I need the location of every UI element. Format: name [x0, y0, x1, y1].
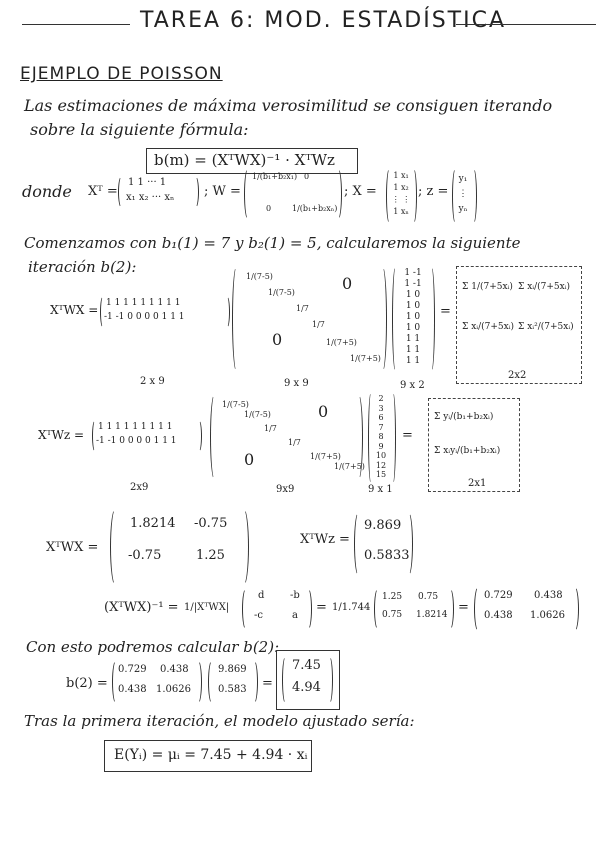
final-model: E(Yᵢ) = μᵢ = 7.45 + 4.94 · xᵢ: [114, 747, 308, 763]
xtwz-diag-entry: 1/(7-5): [222, 400, 249, 409]
z-vector-rows: [456, 172, 470, 217]
xt-label: Xᵀ =: [88, 184, 118, 199]
xtwz-z-row: 12: [375, 460, 387, 470]
b2-v-1: 9.869: [218, 664, 247, 675]
b2-intro: Con esto podremos calcular b(2):: [26, 638, 280, 656]
inverse-res-paren-right: [570, 586, 579, 632]
xt-paren-right: [192, 176, 199, 208]
xtwz-z-rows: [372, 394, 390, 480]
num-xtwz-paren-right: [404, 512, 413, 576]
num-xtwx-12: -0.75: [194, 516, 228, 531]
z-row: yₙ: [458, 204, 468, 214]
b2-vector-paren-left: [208, 660, 216, 704]
b2-m-12: 0.438: [160, 664, 189, 675]
b2-res-paren-right: [326, 656, 333, 704]
xt-row-2: x₁ x₂ ··· xₙ: [126, 192, 175, 203]
b2-lhs: b(2) =: [66, 676, 108, 691]
xtwz-diag-entry: 1/(7+5): [310, 452, 341, 461]
xtwx-zero-bottom: 0: [272, 330, 283, 349]
xtwx-xt-row-2: -1 -1 0 0 0 0 1 1 1: [104, 312, 185, 322]
xtwx-dim-1: 2 x 9: [140, 376, 165, 387]
num-xtwx-label: XᵀWX =: [46, 540, 99, 555]
xtwx-res-r1c2: Σ xᵢ/(7+5xᵢ): [518, 282, 571, 292]
inverse-frac-2: 1/1.744: [332, 602, 371, 613]
num-xtwx-paren-right: [238, 508, 249, 586]
xtwz-z-row: 8: [378, 432, 384, 441]
inverse-adj-21: -c: [254, 610, 263, 621]
title-rule-right: [456, 24, 596, 25]
xtwx-equals: =: [440, 304, 451, 319]
b2-m-21: 0.438: [118, 684, 147, 695]
xtwx-x-row: 1 0: [405, 323, 421, 333]
x-row: ⋮ ⋮: [391, 195, 411, 204]
xtwx-zero-top: 0: [342, 274, 353, 293]
xtwz-z-row: 6: [378, 413, 384, 422]
inverse-equals-1: =: [316, 600, 327, 615]
xtwx-x-row: 1 -1: [404, 268, 422, 278]
inverse-mid-paren-left: [374, 588, 382, 630]
xtwx-w-paren-left: [232, 266, 241, 372]
num-xtwz-1: 9.869: [364, 518, 402, 533]
num-xtwx-11: 1.8214: [130, 516, 176, 531]
xtwx-x-row: 1 -1: [404, 279, 422, 289]
xtwx-res-r1c1: Σ 1/(7+5xᵢ): [462, 282, 513, 292]
inverse-mid-12: 0.75: [418, 592, 439, 602]
xtwx-dim-result: 2x2: [508, 370, 527, 381]
xtwx-diag-entry: 1/(7-5): [246, 272, 273, 281]
xtwz-diag-entry: 1/(7+5): [334, 462, 365, 471]
xtwx-x-row: 1 0: [405, 301, 421, 311]
z-label: ; z =: [418, 184, 449, 199]
start-line-1: Comenzamos con b₁(1) = 7 y b₂(1) = 5, calcularemos la siguiente: [24, 234, 521, 252]
xtwz-w-paren-right: [354, 394, 363, 480]
inverse-adj-paren-right: [304, 588, 312, 630]
xtwz-z-row: 15: [375, 470, 387, 479]
section-heading: EJEMPLO DE POISSON: [20, 64, 223, 84]
b2-equals: =: [262, 676, 273, 691]
xtwz-zero-bottom: 0: [244, 450, 255, 469]
x-row: 1 xₙ: [393, 207, 409, 216]
xtwz-dim-result: 2x1: [468, 478, 487, 489]
xtwx-x-row: 1 1: [405, 356, 421, 366]
xtwz-z-row: 9: [378, 441, 384, 451]
xtwx-x-row: 1 1: [405, 345, 421, 355]
xtwz-res-r2: Σ xᵢyᵢ/(b₁+b₂xᵢ): [434, 446, 501, 456]
b2-matrix-paren-right: [194, 660, 202, 704]
start-line-2: iteración b(2):: [28, 258, 137, 276]
b2-res-1: 7.45: [292, 658, 321, 673]
z-row: ⋮: [458, 189, 468, 199]
xtwz-dim-1: 2x9: [130, 482, 149, 493]
xtwx-diag-entry: 1/(7-5): [268, 288, 295, 297]
num-xtwz-2: 0.5833: [364, 548, 410, 563]
xtwz-label: XᵀWz =: [38, 428, 85, 442]
xtwz-equals: =: [402, 428, 413, 443]
num-xtwx-paren-left: [110, 508, 121, 586]
xtwz-dim-2: 9x9: [276, 484, 295, 495]
xtwz-xt-paren-right: [196, 420, 202, 452]
xtwz-diag-entry: 1/7: [264, 424, 277, 433]
w-label: ; W =: [204, 184, 241, 199]
inverse-adj-12: -b: [290, 590, 300, 601]
z-row: y₁: [458, 174, 468, 184]
intro-line-1: Las estimaciones de máxima verosimilitud se consiguen iterando: [24, 96, 553, 115]
x-paren-right: [410, 168, 417, 224]
inverse-res-paren-left: [474, 586, 483, 632]
xtwx-x-rows: [398, 268, 428, 367]
xtwx-dim-3: 9 x 2: [400, 380, 425, 391]
num-xtwz-label: XᵀWz =: [300, 532, 350, 547]
xtwx-diag-entry: 1/(7+5): [326, 338, 357, 347]
b2-res-paren-left: [282, 656, 289, 704]
xt-paren-left: [118, 176, 125, 208]
xtwz-z-row: 10: [375, 451, 387, 460]
xtwz-dim-3: 9 x 1: [368, 484, 393, 495]
num-xtwx-22: 1.25: [196, 548, 225, 563]
inverse-res-22: 1.0626: [530, 610, 565, 621]
xtwz-w-paren-left: [210, 394, 219, 480]
inverse-equals-2: =: [458, 600, 469, 615]
inverse-lhs: (XᵀWX)⁻¹ =: [104, 600, 179, 615]
inverse-adj-paren-left: [242, 588, 250, 630]
xtwx-diag-entry: 1/7: [296, 304, 309, 313]
xtwx-x-paren-right: [428, 266, 435, 372]
intro-line-2: sobre la siguiente fórmula:: [30, 120, 249, 139]
title-rule-left: [22, 24, 130, 25]
w-top-entry: 1/(b₁+b₂x₁): [252, 172, 298, 181]
inverse-mid-paren-right: [446, 588, 454, 630]
inverse-res-12: 0.438: [534, 590, 563, 601]
b2-v-2: 0.583: [218, 684, 247, 695]
w-zero-bottom: 0: [266, 204, 272, 213]
xtwx-x-row: 1 1: [405, 334, 421, 344]
xtwz-xt-row-1: 1 1 1 1 1 1 1 1 1: [98, 422, 173, 432]
xtwx-label: XᵀWX =: [50, 303, 99, 317]
inverse-mid-22: 1.8214: [416, 610, 448, 620]
xtwz-z-row: 3: [378, 403, 384, 413]
inverse-mid-11: 1.25: [382, 592, 403, 602]
donde-label: donde: [22, 182, 72, 201]
iteration-formula: b(m) = (XᵀWX)⁻¹ · XᵀWz: [154, 151, 335, 169]
xtwx-res-r2c2: Σ xᵢ²/(7+5xᵢ): [518, 322, 574, 332]
inverse-mid-21: 0.75: [382, 610, 403, 620]
xtwz-res-r1: Σ yᵢ/(b₁+b₂xᵢ): [434, 412, 494, 422]
x-row: 1 x₁: [393, 171, 409, 180]
xtwz-diag-entry: 1/7: [288, 438, 301, 447]
xtwz-z-row: 7: [378, 422, 384, 432]
w-paren-left: [244, 168, 252, 220]
w-paren-right: [334, 168, 342, 220]
inverse-adj-22: a: [292, 610, 298, 621]
page-title: TAREA 6: MOD. ESTADÍSTICA: [140, 8, 507, 33]
x-row: 1 x₂: [393, 183, 409, 192]
xtwz-xt-row-2: -1 -1 0 0 0 0 1 1 1: [96, 436, 177, 446]
x-matrix-rows: [390, 170, 412, 218]
x-label: ; X =: [344, 184, 377, 199]
b2-m-11: 0.729: [118, 664, 147, 675]
inverse-res-11: 0.729: [484, 590, 513, 601]
inverse-frac: 1/|XᵀWX|: [184, 602, 230, 613]
xtwx-xt-row-1: 1 1 1 1 1 1 1 1 1: [106, 298, 181, 308]
b2-res-2: 4.94: [292, 680, 321, 695]
xtwx-x-row: 1 0: [405, 312, 421, 322]
xtwx-diag-entry: 1/(7+5): [350, 354, 381, 363]
xtwx-w-paren-right: [378, 266, 387, 372]
inverse-res-21: 0.438: [484, 610, 513, 621]
w-zero-top: 0: [304, 172, 310, 181]
xtwz-diag-entry: 1/(7-5): [244, 410, 271, 419]
num-xtwx-21: -0.75: [128, 548, 162, 563]
num-xtwz-paren-left: [354, 512, 363, 576]
xtwx-res-r2c1: Σ xᵢ/(7+5xᵢ): [462, 322, 515, 332]
xt-row-1: 1 1 ··· 1: [128, 177, 167, 188]
final-intro: Tras la primera iteración, el modelo ajustado sería:: [24, 712, 415, 730]
xtwz-z-paren-right: [390, 392, 396, 484]
z-paren-right: [470, 168, 477, 224]
xtwz-zero-top: 0: [318, 402, 329, 421]
inverse-adj-11: d: [258, 590, 265, 601]
xtwx-x-row: 1 0: [405, 290, 421, 300]
xtwx-dim-2: 9 x 9: [284, 378, 309, 389]
xtwx-xt-paren-right: [224, 296, 230, 328]
b2-m-22: 1.0626: [156, 684, 191, 695]
w-bottom-entry: 1/(b₁+b₂xₙ): [292, 204, 338, 213]
b2-vector-paren-right: [250, 660, 258, 704]
xtwz-z-row: 2: [378, 394, 384, 403]
xtwx-diag-entry: 1/7: [312, 320, 325, 329]
